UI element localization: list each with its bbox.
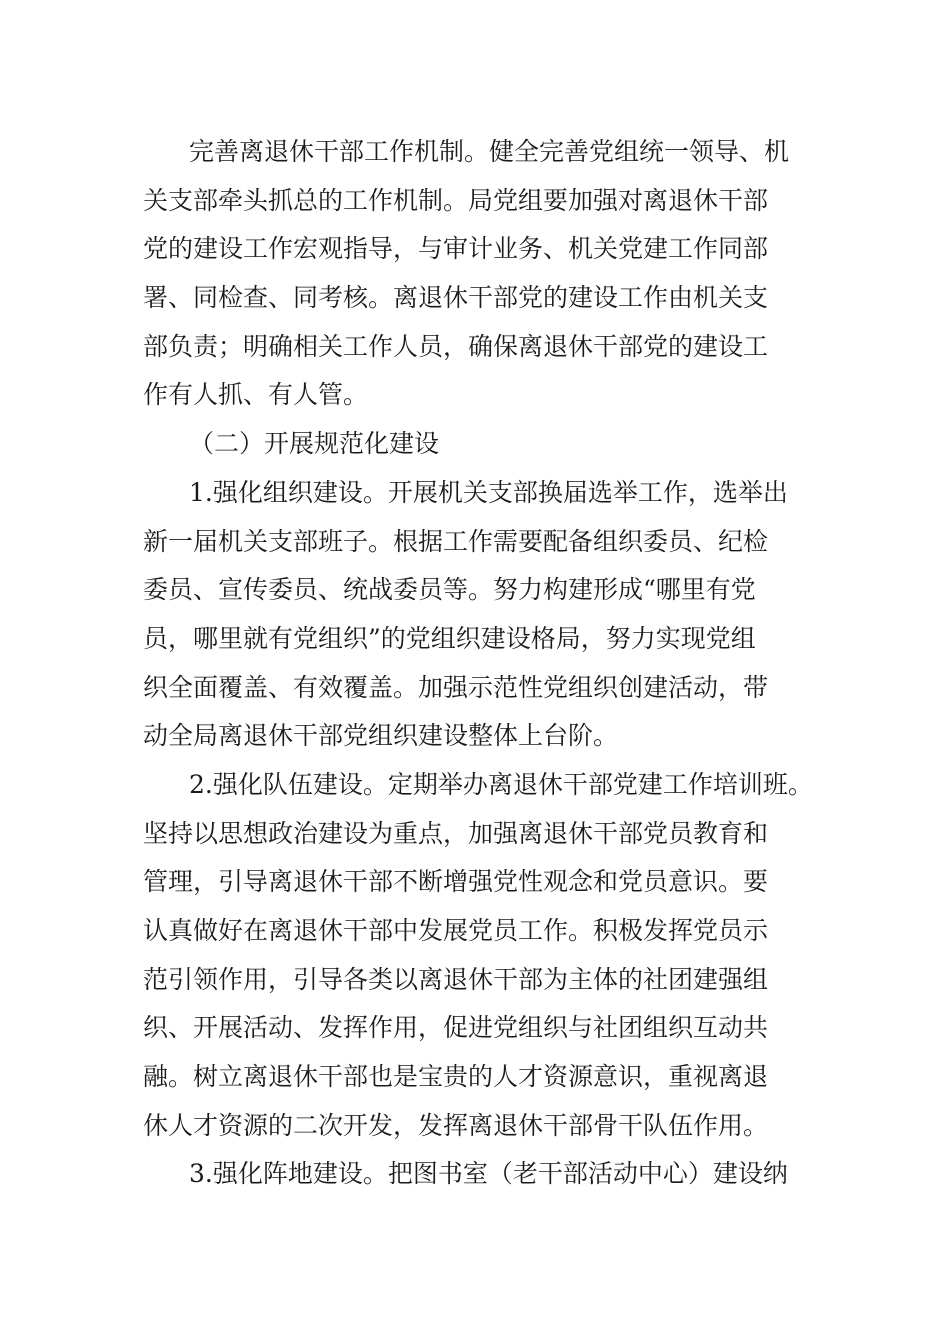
paragraph-line: 完善离退休干部工作机制。健全完善党组统一领导、机 bbox=[189, 137, 790, 166]
paragraph-line: 委员、宣传委员、统战委员等。努力构建形成“哪里有党 bbox=[143, 575, 756, 605]
paragraph-line: 范引领作用，引导各类以离退休干部为主体的社团建强组 bbox=[143, 964, 769, 994]
paragraph-line: 休人才资源的二次开发，发挥离退休干部骨干队伍作用。 bbox=[143, 1110, 769, 1140]
paragraph-line: 2.强化队伍建设。定期举办离退休干部党建工作培训班。 bbox=[189, 769, 813, 799]
paragraph-line: 坚持以思想政治建设为重点，加强离退休干部党员教育和 bbox=[143, 818, 769, 848]
paragraph-line: 关支部牵头抓总的工作机制。局党组要加强对离退休干部 bbox=[143, 185, 769, 215]
paragraph-line: 党的建设工作宏观指导，与审计业务、机关党建工作同部 bbox=[143, 234, 769, 264]
paragraph-line: 部负责；明确相关工作人员，确保离退休干部党的建设工 bbox=[143, 331, 769, 361]
paragraph-line: 员，哪里就有党组织”的党组织建设格局，努力实现党组 bbox=[143, 623, 756, 653]
paragraph-line: 作有人抓、有人管。 bbox=[143, 380, 369, 410]
paragraph-line: 认真做好在离退休干部中发展党员工作。积极发挥党员示 bbox=[143, 916, 769, 945]
paragraph-line: 管理，引导离退休干部不断增强党性观念和党员意识。要 bbox=[143, 867, 769, 897]
paragraph-line: 织、开展活动、发挥作用，促进党组织与社团组织互动共 bbox=[143, 1013, 769, 1043]
paragraph-line: 融。树立离退休干部也是宝贵的人才资源意识，重视离退 bbox=[143, 1062, 769, 1092]
paragraph-line: 署、同检查、同考核。离退休干部党的建设工作由机关支 bbox=[143, 283, 769, 313]
section-heading: （二）开展规范化建设 bbox=[189, 429, 440, 459]
paragraph-line: 1.强化组织建设。开展机关支部换届选举工作，选举出 bbox=[189, 477, 788, 507]
document-body bbox=[143, 128, 815, 1199]
paragraph-line: 织全面覆盖、有效覆盖。加强示范性党组织创建活动，带 bbox=[143, 672, 769, 702]
paragraph-line: 动全局离退休干部党组织建设整体上台阶。 bbox=[143, 721, 619, 751]
paragraph-line: 3.强化阵地建设。把图书室（老干部活动中心）建设纳 bbox=[189, 1159, 788, 1189]
paragraph-line: 新一届机关支部班子。根据工作需要配备组织委员、纪检 bbox=[143, 526, 769, 556]
